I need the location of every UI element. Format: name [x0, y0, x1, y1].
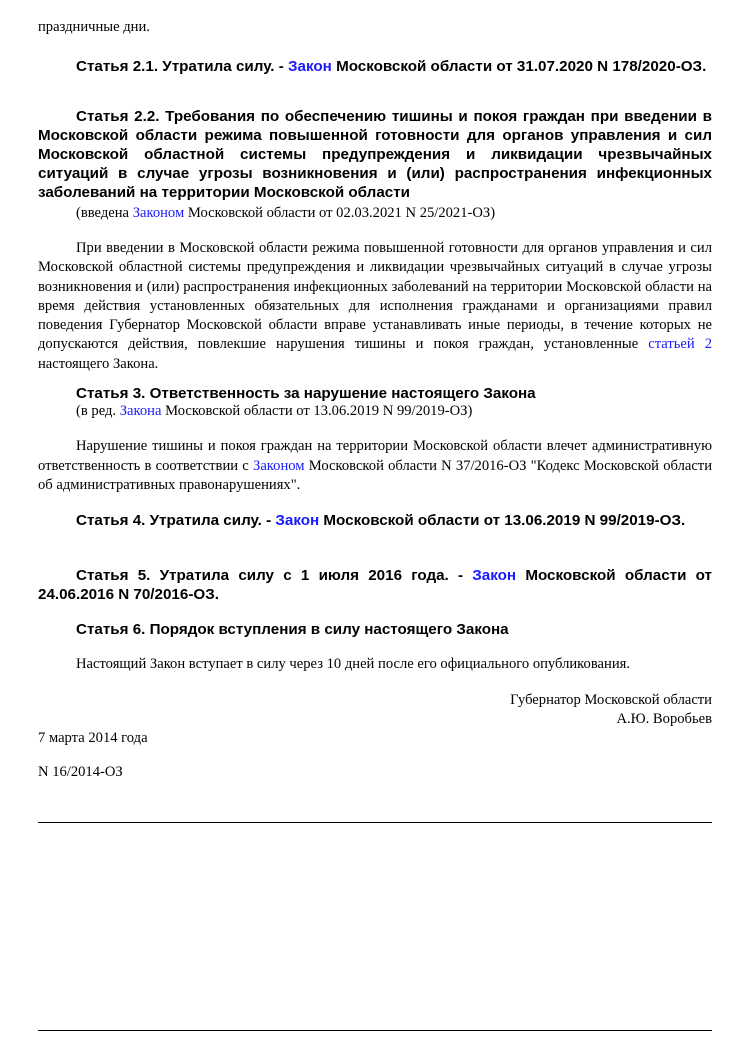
article-2-2-note-link[interactable]: Законом	[132, 205, 185, 221]
article-3-body	[38, 437, 712, 496]
article-2-2-body-lead: При введении в Московской области режима повышенной готовности для органов управления и сил Московской областной системы предупреждения и ликвидации чрезвычайных ситуаций в случае угрозы возникновения и (или) распространения инфекционных заболеваний на территории Московской области на время действия установленных обязательных для исполнения гражданами и организациями правил поведения Губернатор Московской области вправе устанавливать иные периоды, в течение которых не допускаются действия, повлекшие нарушения тишины и покоя граждан, установленные	[38, 240, 712, 353]
article-3-note-link[interactable]: Закона	[119, 403, 162, 419]
article-2-2-note-lead: (введена	[76, 205, 133, 221]
article-6-body: Настоящий Закон вступает в силу через 10 дней после его официального опубликования.	[76, 656, 630, 672]
article-5	[38, 566, 712, 604]
signing-date: 7 марта 2014 года	[38, 730, 148, 746]
article-3-heading: Статья 3. Ответственность за нарушение настоящего Закона	[76, 385, 536, 402]
article-2-2-body	[38, 239, 712, 374]
article-2-2-body-link[interactable]: статьей 2	[648, 336, 712, 353]
footer-line	[38, 1030, 712, 1031]
signature-name: А.Ю. Воробьев	[616, 711, 712, 727]
article-2-2-body-tail: настоящего Закона.	[38, 355, 159, 372]
article-2-1-tail: Московской области от 31.07.2020 N 178/2020-ОЗ.	[331, 58, 707, 75]
article-6-heading: Статья 6. Порядок вступления в силу настоящего Закона	[76, 621, 509, 638]
article-2-2-note-tail: Московской области от 02.03.2021 N 25/2021-ОЗ)	[184, 205, 496, 221]
article-2-2-heading: Статья 2.2. Требования по обеспечению тишины и покоя граждан при введении в Московской области режима повышенной готовности для органов управления и сил Московской областной системы предупреждения и ликвидации чрезвычайных ситуаций в случае угрозы возникновения и (или) распространения инфекционных заболеваний на территории Московской области	[38, 108, 712, 201]
separator-line	[38, 822, 712, 823]
article-3-note-tail: Московской области от 13.06.2019 N 99/2019-ОЗ)	[161, 403, 473, 419]
article-3-body-link[interactable]: Законом	[253, 457, 305, 474]
article-2-2-note	[38, 203, 712, 223]
article-3-body-tail: Московской области N 37/2016-ОЗ "Кодекс Московской области об административных правонарушениях".	[38, 457, 712, 493]
article-5-tail: Московской области от 24.06.2016 N 70/2016-ОЗ.	[38, 567, 712, 603]
article-2-1	[38, 57, 712, 76]
signature-title: Губернатор Московской области	[510, 692, 712, 708]
article-2-1-law-link[interactable]: Закон	[288, 58, 332, 75]
article-3-note	[38, 401, 712, 421]
article-5-lead: Статья 5. Утратила силу с 1 июля 2016 года. -	[76, 567, 473, 584]
article-3-body-lead: Нарушение тишины и покоя граждан на территории Московской области влечет административную ответственность в соответствии с	[38, 438, 712, 474]
top-fragment: праздничные дни.	[38, 19, 150, 35]
article-4-tail: Московской области от 13.06.2019 N 99/2019-ОЗ.	[319, 512, 686, 529]
article-4-lead: Статья 4. Утратила силу. -	[76, 512, 276, 529]
article-3-note-lead: (в ред.	[76, 403, 120, 419]
article-4	[38, 511, 712, 530]
article-5-law-link[interactable]: Закон	[472, 567, 517, 584]
law-number: N 16/2014-ОЗ	[38, 764, 123, 780]
article-4-law-link[interactable]: Закон	[275, 512, 320, 529]
article-2-1-lead: Статья 2.1. Утратила силу. -	[76, 58, 289, 75]
